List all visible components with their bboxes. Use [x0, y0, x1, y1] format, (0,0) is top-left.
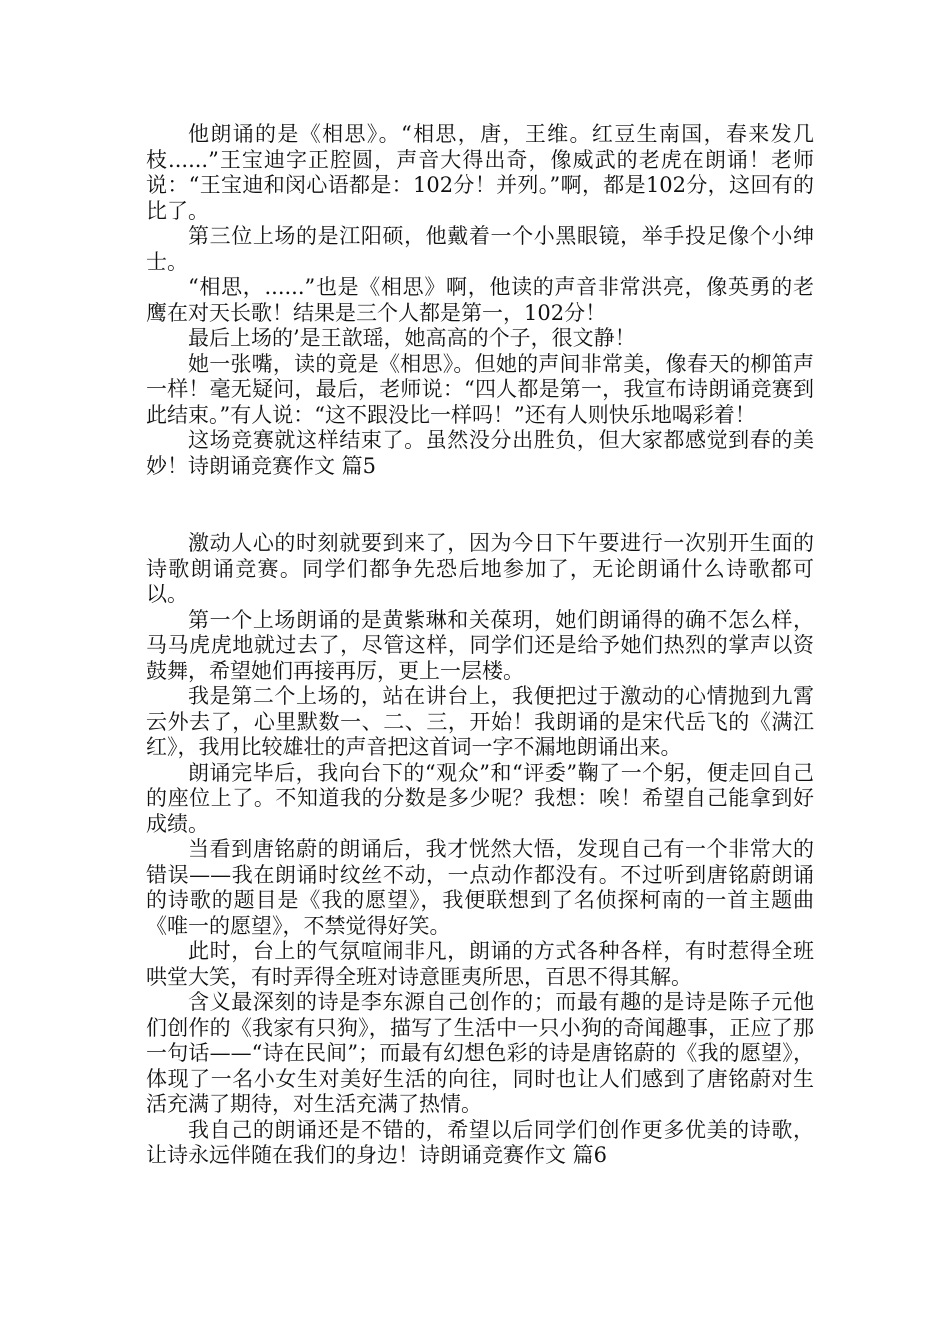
paragraph: 这场竞赛就这样结束了。虽然没分出胜负，但大家都感觉到春的美妙！诗朗诵竞赛作文 篇5	[146, 428, 814, 478]
document-body	[146, 122, 814, 1169]
paragraph: 我是第二个上场的，站在讲台上，我便把过于激动的心情抛到九霄云外去了，心里默数一、二、三，开始！我朗诵的是宋代岳飞的《满江红》，我用比较雄壮的声音把这首词一字不漏地朗诵出来。	[146, 684, 814, 759]
paragraph: 最后上场的’是王歆瑶，她高高的个子，很文静！	[188, 326, 636, 350]
paragraph: “相思，......”也是《相思》啊，他读的声音非常洪亮，像英勇的老鹰在对天长歌！结果是三个人都是第一，102分！	[146, 275, 814, 325]
paragraph: 第一个上场朗诵的是黄紫琳和关葆玥，她们朗诵得的确不怎么样，马马虎虎地就过去了，尽管这样，同学们还是给予她们热烈的掌声以资鼓舞，希望她们再接再厉，更上一层楼。	[146, 607, 814, 683]
paragraph: 第三位上场的是江阳硕，他戴着一个小黑眼镜，举手投足像个小绅士。	[146, 224, 814, 274]
paragraph: 我自己的朗诵还是不错的，希望以后同学们创作更多优美的诗歌，让诗永远伴随在我们的身边！诗朗诵竞赛作文 篇6	[146, 1117, 814, 1167]
section-gap	[146, 479, 814, 531]
paragraph: 含义最深刻的诗是李东源自己创作的；而最有趣的是诗是陈子元他们创作的《我家有只狗》，描写了生活中一只小狗的奇闻趣事，正应了那一句话——“诗在民间”；而最有幻想色彩的诗是唐铭蔚的《我的愿望》，体现了一名小女生对美好生活的向往，同时也让人们感到了唐铭蔚对生活充满了期待，对生活充满了热情。	[146, 990, 814, 1116]
paragraph: 此时，台上的气氛喧闹非凡，朗诵的方式各种各样，有时惹得全班哄堂大笑，有时弄得全班对诗意匪夷所思，百思不得其解。	[146, 939, 814, 989]
paragraph: 激动人心的时刻就要到来了，因为今日下午要进行一次别开生面的诗歌朗诵竞赛。同学们都争先恐后地参加了，无论朗诵什么诗歌都可以。	[146, 531, 814, 606]
paragraph: 朗诵完毕后，我向台下的“观众”和“评委”鞠了一个躬，便走回自己的座位上了。不知道我的分数是多少呢？我想：唉！希望自己能拿到好成绩。	[146, 760, 814, 836]
paragraph: 她一张嘴，读的竟是《相思》。但她的声间非常美，像春天的柳笛声一样！毫无疑问，最后，老师说：“四人都是第一，我宣布诗朗诵竞赛到此结束。”有人说：“这不跟没比一样吗！”还有人则快乐地喝彩着！	[146, 351, 814, 427]
paragraph: 当看到唐铭蔚的朗诵后，我才恍然大悟，发现自己有一个非常大的错误——我在朗诵时纹丝不动，一点动作都没有。不过听到唐铭蔚朗诵的诗歌的题目是《我的愿望》，我便联想到了名侦探柯南的一首主题曲《唯一的愿望》，不禁觉得好笑。	[146, 837, 814, 938]
paragraph: 他朗诵的是《相思》。“相思，唐，王维。红豆生南国，春来发几枝......”王宝迪字正腔圆，声音大得出奇，像威武的老虎在朗诵！老师说：“王宝迪和闵心语都是：102分！并列。”啊，都是102分，这回有的比了。	[146, 122, 814, 223]
